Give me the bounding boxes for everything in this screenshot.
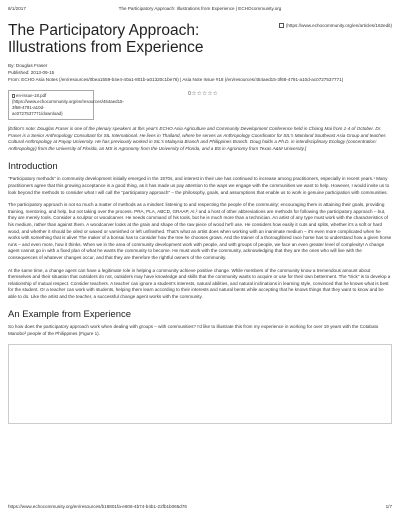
pdf-icon [12, 94, 15, 98]
print-header [8, 6, 392, 14]
edit-link-text[interactable]: (https://www.echocommunity.org/en/articles/162edit) [285, 23, 392, 28]
attachment-link[interactable] [8, 90, 124, 120]
print-date: 8/1/2017 [8, 6, 26, 11]
article-title: The Participatory Approach: Illustrations from Experience [8, 22, 204, 56]
intro-paragraph-1: "Participatory methods" in community development initially emerged in the 1970s, and interest in their use has continued to increase among practitioners, especially in recent years.¹ Many practitioners agree that this growing acceptance is a good thing, as it has made us pay attention to the ways we engage with the communities we want to help. However, I would invite us to look beyond the methods to consider what I will call the "participatory approach" – the philosophy, goals, and assumptions that enable us to work in genuine participation with communities. [8, 176, 390, 195]
page-number: 1/7 [385, 504, 392, 509]
editor-note: [Editor's note: Douglas Fraser is one of the plenary speakers at this year's ECHO Asia Agriculture and Community Development Conference held in Chiang Mai from 1-4 of October. Dr. Fraser is a Senior Anthropology Consultant for SIL International. He lives in Thailand, where he serves as Anthropology Coordinator for SIL's Mainland Southeast Asia Group and teaches Cultural Anthropology at Payap University. He has previously worked in SIL's Malaysia Branch and Philippines Branch. Doug holds a Ph.D. in interdisciplinary Ecology (concentration: Anthropology) from the University of Florida, an MS in Agronomy from the University of Florida, and a BS in Agronomy from Texas A&M University.] [8, 126, 386, 151]
figure-placeholder [8, 344, 392, 424]
intro-paragraph-2: The participatory approach is not so much a matter of methods as a mindset: listening to and respecting the people of the community; encouraging them in attaining their goals, providing training, mentoring, and help, but not taking over the process. PRA, PLA, ABCD, GRAAP, AI,² and a host of other abbreviations are methods for following the participatory approach – but, they are merely tools. Consider a sculptor or woodcarver. He needs command of his tools, but he is much more than a technician. An artist of any type must work with the characteristics of his medium, rather than against them. A woodcarver looks at the grain and shape of the raw piece of wood he'll use. He considers how easily it cuts and splits, whether it's a soft or hard wood, and whether it should be oiled or waxed or varnished or left unfinished. That's what an artist does when working with an inanimate medium – it's even more complicated when he works with something that is alive! The maker of a bonsai has to consider how the tree he chooses grows. And the trainer of a thoroughbred race horse has to understand how a given horse runs – and even more, how it thinks. When we in the area of community development work with people, and with groups of people, we face an even greater level of complexity! A change agent cannot go in with a fixed plan of what he wants the community to become. He must work with the community, acknowledging that they are the ones who will live with the consequences of whatever changes occur, and that they are therefore the rightful owners of the community. [8, 202, 392, 260]
edit-link[interactable] [279, 23, 392, 28]
print-footer [8, 504, 392, 512]
intro-paragraph-3: At the same time, a change agent can have a legitimate role in helping a community achieve positive change. While members of the community know a tremendous amount about themselves and their situation that outsiders do not, outsiders may have knowledge and skills that the community wants to acquire or use for their own betterment. The "trick" is to develop a relationship of mutual respect. Consider teachers. A teacher can ignore a student's interests, natural abilities, and natural inclinations in learning style, convinced that he knows what is best for the student. Or a teacher can work with students, helping them learn according to their interests and natural bents while accepting that he knows things that they want to know and be able to do. Like the artist and the teacher, a successful change agent works with the community. [8, 267, 391, 299]
article [8, 20, 392, 424]
title-row [8, 20, 392, 56]
print-page-title: The Participatory Approach: Illustrations from Experience | ECHOcommunity.org [118, 6, 282, 11]
star-rating[interactable]: 0☆☆☆☆☆ [188, 91, 219, 97]
published-date: Published: 2013-09-15 [8, 70, 55, 75]
attachment-row [8, 90, 392, 120]
article-meta [8, 62, 392, 83]
section-heading-introduction: Introduction [8, 161, 58, 173]
author: By: Douglas Fraser [8, 63, 48, 68]
example-paragraph-1: So how does the participatory approach work when dealing with groups – with communities? I'd like to illustrate this from my experience in working for over 19 years with the Cotabato Manobo³ people of the Philippines (Figure 1). [8, 324, 379, 337]
attachment-text[interactable]: en-issue-18.pdf (https://www.echocommunity.org/en/resources/454aed15-3f68-4791-a10d-ac0727537771/download) [12, 93, 124, 116]
from-line[interactable]: From: ECHO Asia Notes (/en/resources/0bea1559-b4e4-40a1-801b-a01320c1be76) | Asia Note Issue #18 (/en/resources/454aed15-3f68-4791-a10d-ac0727537771) [8, 77, 344, 82]
print-url: https://www.echocommunity.org/en/resources/b18801fa-e606-4b74-b4b1-22fb1b065d76 [8, 504, 187, 509]
edit-icon [279, 23, 284, 28]
section-heading-example: An Example from Experience [8, 309, 132, 321]
